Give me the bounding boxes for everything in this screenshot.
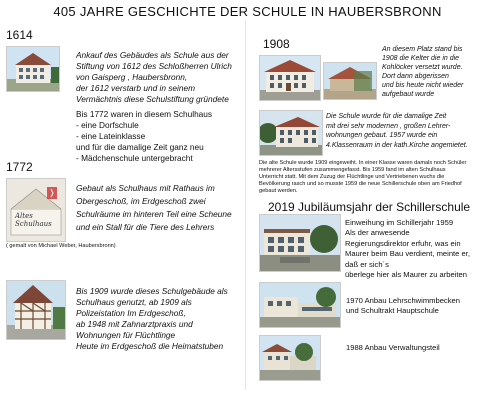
text-line: Kohlöcker versetzt wurde. xyxy=(382,64,463,71)
text-line: - Mädchenschule untergebracht xyxy=(76,153,193,163)
text-line: und für die damalige Zeit ganz neu xyxy=(76,142,204,152)
text-line: Bis 1909 wurde dieses Schulgebäude als xyxy=(76,286,228,296)
painting-sign xyxy=(15,212,52,228)
painting-sign-line: Schulhaus xyxy=(15,220,52,228)
text-kelter xyxy=(382,45,492,99)
text-line: Unterricht statt. Mit dem Zuzug der Flüchtlinge und Vertriebenen wuchs die xyxy=(259,174,445,180)
text-line: An diesem Platz stand bis xyxy=(382,46,463,53)
text-line: Dort dann abgerissen xyxy=(382,73,449,80)
text-line: Schulräume im hinteren Teil eine Scheune xyxy=(76,209,232,219)
text-line: Die alte Schule wurde 1909 eingeweiht. In einer Klasse waren damals noch Schüler xyxy=(259,160,467,166)
painting-credit: ( gemalt von Michael Weber, Haubersbronn) xyxy=(6,243,116,249)
text-line: und Schultrakt Hauptschule xyxy=(346,306,439,316)
note-old-school-history xyxy=(259,160,493,195)
photo-extension-1988 xyxy=(259,335,321,381)
text-line: und bis heute nicht wieder xyxy=(382,82,464,89)
text-line: - eine Lateinklasse xyxy=(76,131,146,141)
text-1970 xyxy=(346,296,492,317)
text-line: Maurer beim Bau verdient, meinte er, xyxy=(345,249,470,259)
text-line: Heute im Erdgeschoß die Heimatstuben xyxy=(76,341,224,351)
text-line: Schulhaus genutzt, ab 1909 als xyxy=(76,297,192,307)
text-line: 1908 die Kelter die in die xyxy=(382,55,460,62)
text-line: 4.Klassenraum in der kath.Kirche angemietet. xyxy=(326,141,468,149)
text-line: und ein Stall für die Tiere des Lehrers xyxy=(76,222,215,232)
text-1772 xyxy=(76,182,244,234)
jubilee-heading: 2019 Jubiläumsjahr der Schillerschule xyxy=(268,200,471,214)
text-line: Polizeistation Im Erdgeschoß, xyxy=(76,308,186,318)
text-line: Bevölkerung rasch und so musste 1959 die neue Schillerschule oben am Friedhof xyxy=(259,181,462,187)
text-line: Gebaut als Schulhaus mit Rathaus im xyxy=(76,183,215,193)
text-line: - eine Dorfschule xyxy=(76,120,139,130)
year-1614: 1614 xyxy=(6,28,33,42)
text-line: Die Schule wurde für die damalige Zeit xyxy=(326,113,447,120)
text-line: aufgebaut wurde xyxy=(382,91,435,98)
painting-sign-line: Altes xyxy=(15,212,33,220)
text-line: ab 1948 mit Zahnarztpraxis und xyxy=(76,319,193,329)
photo-schillerschule-1959 xyxy=(259,214,341,272)
text-1909 xyxy=(76,286,244,352)
text-1614 xyxy=(76,50,241,105)
text-line: 1970 Anbau Lehrschwimmbecken xyxy=(346,296,460,305)
text-school-1908 xyxy=(326,112,492,150)
photo-old-schoolhouse-1614 xyxy=(6,46,60,92)
photo-half-timbered-house xyxy=(6,280,66,340)
photo-school-1908 xyxy=(259,55,321,101)
photo-extension-1970 xyxy=(259,282,341,328)
year-1772: 1772 xyxy=(6,160,33,174)
painting-old-schoolhouse xyxy=(6,178,66,242)
text-line: Wohnungen für Flüchtlinge xyxy=(76,330,176,340)
text-line: mehrerer Altersstufen zusammengefasst. Bis 1959 fand im alten Schulhaus xyxy=(259,167,446,173)
text-line: mit drei sehr modernen , großen Lehrer- xyxy=(326,122,451,130)
column-divider xyxy=(245,20,246,390)
text-line: überlege hier als Maurer zu arbeiten xyxy=(345,270,467,280)
text-line: wohnungen gebaut. 1957 wurde ein xyxy=(326,132,438,139)
text-line: Ankauf des Gebäudes als Schule aus der xyxy=(76,50,229,60)
text-line: der 1612 verstarb und in seinem xyxy=(76,83,195,93)
text-line: Obergeschoß, im Erdgeschoß zwei xyxy=(76,196,206,206)
photo-kelter xyxy=(323,62,377,100)
text-line: Vermächtnis diese Schulstiftung gründete xyxy=(76,94,229,104)
text-line: von Gaisperg , Haubersbronn, xyxy=(76,72,188,82)
text-line: daß er sich´s xyxy=(345,259,389,269)
text-line: Einweihung im Schillerjahr 1959 xyxy=(345,218,454,227)
text-line: Regierungsdirektor erfuhr, was ein xyxy=(345,238,461,248)
page-title: 405 JAHRE GESCHICHTE DER SCHULE IN HAUBERSBRONN xyxy=(53,4,442,19)
text-line: Als der anwesende xyxy=(345,228,410,238)
text-1959 xyxy=(345,218,493,280)
photo-school-with-trees xyxy=(259,110,323,156)
year-1908: 1908 xyxy=(263,37,290,51)
text-line: Bis 1772 waren in diesem Schulhaus xyxy=(76,109,213,119)
text-line: gebaut werden. xyxy=(259,188,298,194)
text-1988: 1988 Anbau Verwaltungsteil xyxy=(346,343,440,352)
text-line: Stiftung von 1612 des Schloßherren Ulrich xyxy=(76,61,232,71)
text-before-1772 xyxy=(76,109,241,164)
